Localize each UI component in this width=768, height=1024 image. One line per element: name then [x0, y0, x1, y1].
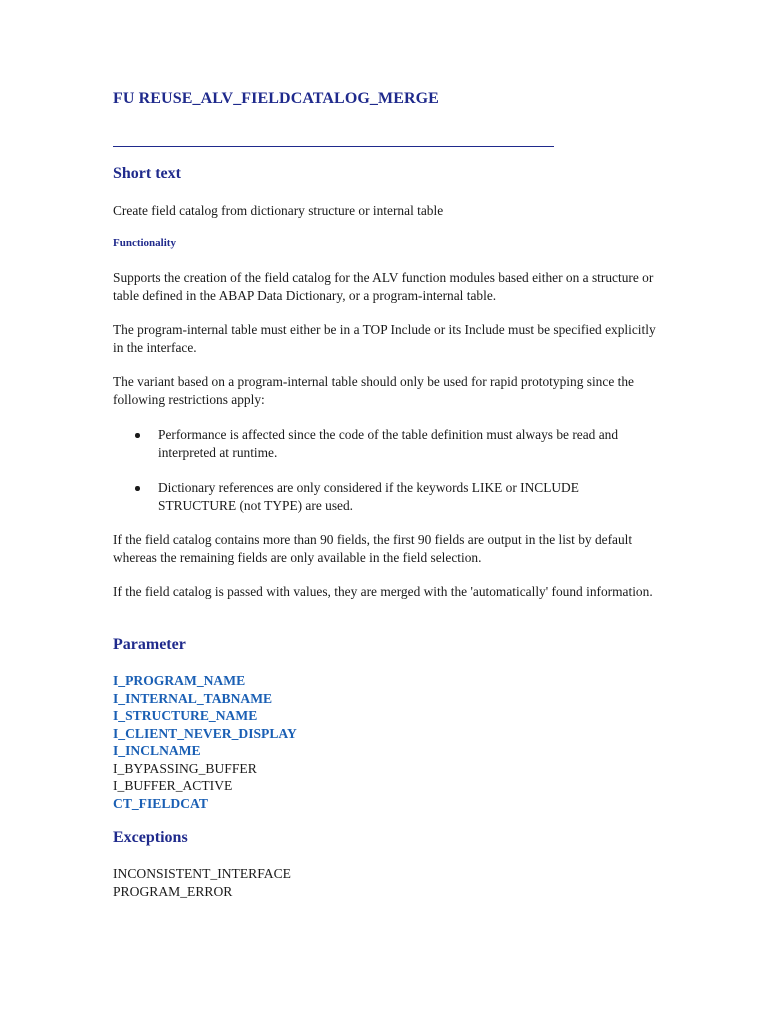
paragraph-4: If the field catalog contains more than 90 fields, the first 90 fields are output in the list by default whereas the remaining fields are only available in the field selection. — [113, 532, 633, 565]
exception-item: INCONSISTENT_INTERFACE — [113, 866, 291, 881]
parameter-link[interactable]: I_INTERNAL_TABNAME — [113, 690, 273, 706]
exceptions-heading: Exceptions — [113, 829, 188, 846]
short-text-paragraph: Create field catalog from dictionary structure or internal table — [113, 203, 444, 218]
page-title: FU REUSE_ALV_FIELDCATALOG_MERGE — [113, 90, 439, 107]
paragraph-5: If the field catalog is passed with values, they are merged with the 'automatically' found information. — [113, 584, 653, 599]
short-text-heading: Short text — [113, 165, 181, 182]
parameter-link[interactable]: CT_FIELDCAT — [113, 795, 208, 811]
bullet-icon — [135, 433, 140, 438]
parameter-link[interactable]: I_INCLNAME — [113, 743, 201, 758]
parameter-heading: Parameter — [113, 636, 186, 653]
paragraph-1: Supports the creation of the field catalog for the ALV function modules based either on a structure or table defined in the ABAP Data Dictionary, or a program-internal table. — [113, 270, 654, 303]
parameter-text: I_BYPASSING_BUFFER — [113, 760, 257, 776]
exception-item: PROGRAM_ERROR — [113, 884, 233, 899]
functionality-heading: Functionality — [113, 237, 176, 249]
bullet-icon — [135, 486, 140, 491]
parameter-link[interactable]: I_CLIENT_NEVER_DISPLAY — [113, 725, 297, 741]
parameter-link[interactable]: I_STRUCTURE_NAME — [113, 708, 258, 723]
list-item-text: Performance is affected since the code of the table definition must always be read and interpreted at runtime. — [158, 427, 619, 460]
list-item-text: Dictionary references are only considered if the keywords LIKE or INCLUDE STRUCTURE (not TYPE) are used. — [158, 480, 579, 513]
parameter-link[interactable]: I_PROGRAM_NAME — [113, 673, 246, 688]
paragraph-2: The program-internal table must either be in a TOP Include or its Include must be specified explicitly in the interface. — [113, 322, 656, 355]
paragraph-3: The variant based on a program-internal table should only be used for rapid prototyping since the following restrictions apply: — [113, 374, 634, 407]
title-divider — [113, 146, 554, 147]
parameter-text: I_BUFFER_ACTIVE — [113, 778, 233, 793]
